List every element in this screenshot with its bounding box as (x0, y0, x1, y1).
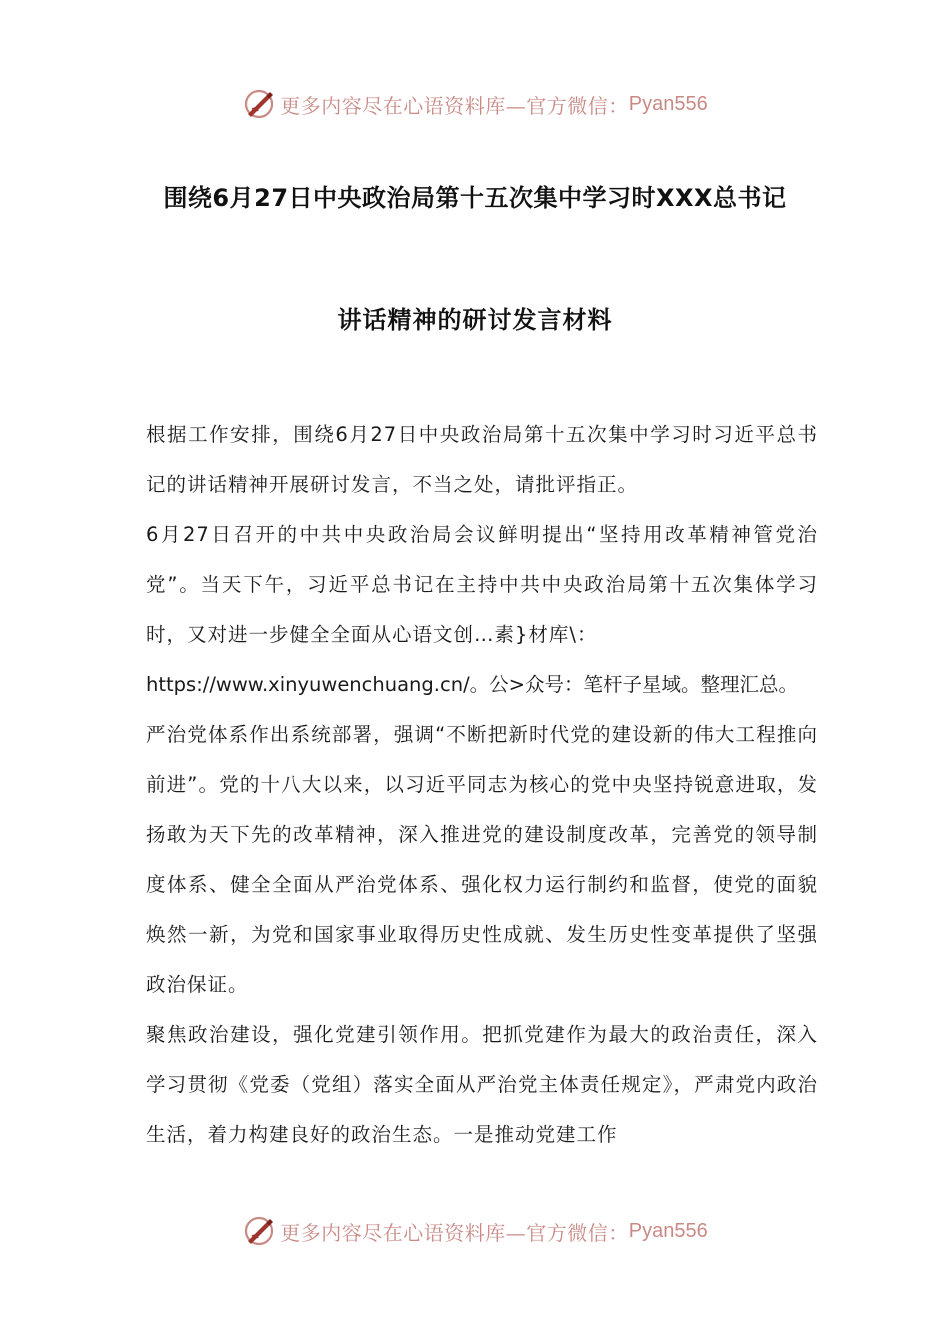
header-watermark-banner (0, 82, 950, 126)
banner-account: Pyan556 (628, 92, 708, 115)
body-paragraph-2: 6月27日召开的中共中央政治局会议鲜明提出“坚持用改革精神管党治党”。当天下午，习近平总书记在主持中共中央政治局第十五次集体学习时，又对进一步健全全面从心语文创…素}材库\： (146, 523, 818, 646)
body-paragraph-url: https://www.xinyuwenchuang.cn/。公>众号：笔杆子星域。整理汇总。 (146, 673, 798, 696)
document-body (146, 410, 818, 1160)
body-paragraph-4: 聚焦政治建设，强化党建引领作用。把抓党建作为最大的政治责任，深入学习贯彻《党委（党组）落实全面从严治党主体责任规定》，严肃党内政治生活，着力构建良好的政治生态。一是推动党建工作 (146, 1023, 818, 1146)
pen-logo-icon (242, 1214, 276, 1248)
banner-text: 更多内容尽在心语资料库—官方微信： (280, 93, 629, 118)
footer-watermark-banner (0, 1209, 950, 1253)
banner-account: Pyan556 (628, 1219, 708, 1242)
body-paragraph-1: 根据工作安排，围绕6月27日中央政治局第十五次集中学习时习近平总书记的讲话精神开展研讨发言，不当之处，请批评指正。 (146, 423, 818, 496)
pen-logo-icon (242, 87, 276, 121)
banner-text: 更多内容尽在心语资料库—官方微信： (280, 1220, 629, 1245)
body-paragraph-3: 严治党体系作出系统部署，强调“不断把新时代党的建设新的伟大工程推向前进”。党的十八大以来，以习近平同志为核心的党中央坚持锐意进取，发扬敢为天下先的改革精神，深入推进党的建设制度改革，完善党的领导制度体系、健全全面从严治党体系、强化权力运行制约和监督，使党的面貌焕然一新，为党和国家事业取得历史性成就、发生历史性变革提供了坚强政治保证。 (146, 723, 818, 996)
document-title-line1: 围绕6月27日中央政治局第十五次集中学习时XXX总书记 (163, 184, 787, 212)
document-title-line2: 讲话精神的研讨发言材料 (337, 306, 613, 334)
